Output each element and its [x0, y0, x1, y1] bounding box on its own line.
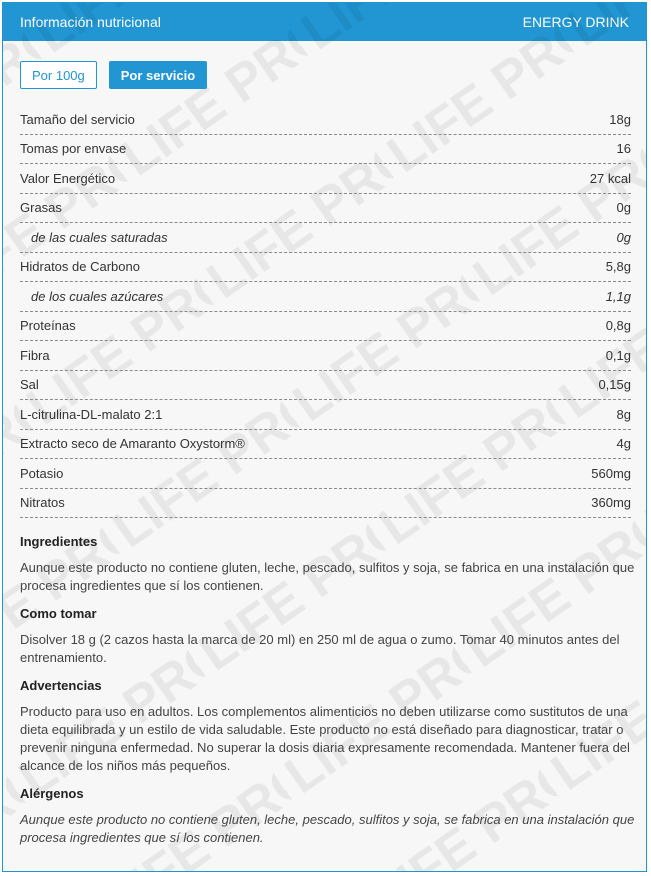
- table-row: [20, 341, 631, 371]
- table-row: [20, 430, 631, 460]
- allergens-heading: Alérgenos: [20, 786, 84, 801]
- row-label: L-citrulina-DL-malato 2:1: [20, 406, 163, 422]
- serving-tabs: [20, 61, 207, 89]
- table-row-sub: [20, 223, 631, 253]
- row-label: Potasio: [20, 465, 64, 481]
- row-label: Hidratos de Carbono: [20, 259, 140, 275]
- row-value: 560mg: [591, 465, 631, 481]
- row-value: 0,15g: [598, 377, 631, 393]
- warnings-text: Producto para uso en adultos. Los complementos alimenticios no deben utilizarse como sustitutos de una dieta equilibrada y un estilo de vida saludable. Este producto no está diseñado para diagnosticar, tratar o prevenir ninguna enfermedad. No superar la dosis diaria expresamente recomendada. Mantener fuera del alcance de los niños más pequeños.: [20, 704, 630, 773]
- howto-text: Disolver 18 g (2 cazos hasta la marca de 20 ml) en 250 ml de agua o zumo. Tomar 40 minutos antes del entrenamiento.: [20, 632, 620, 665]
- row-label: Valor Energético: [20, 170, 116, 186]
- row-value: 0g: [616, 200, 631, 216]
- row-label: Sal: [20, 377, 39, 393]
- table-row: [20, 459, 631, 489]
- row-label: Fibra: [20, 347, 50, 363]
- ingredients-heading: Ingredientes: [20, 534, 98, 549]
- row-label: Extracto seco de Amaranto Oxystorm®: [20, 436, 245, 452]
- table-row: [20, 105, 631, 135]
- table-row: [20, 253, 631, 283]
- row-value: 0,8g: [605, 318, 631, 334]
- allergens-text: Aunque este producto no contiene gluten, leche, pescado, sulfitos y soja, se fabrica en una instalación que procesa ingredientes que sí los contienen.: [20, 812, 635, 845]
- row-value: 0,1g: [605, 347, 631, 363]
- row-value: 1,1g: [605, 288, 631, 304]
- row-value: 27 kcal: [589, 170, 631, 186]
- table-row: [20, 194, 631, 224]
- table-row: [20, 400, 631, 430]
- row-label: Nitratos: [20, 495, 65, 511]
- howto-heading: Como tomar: [20, 606, 97, 621]
- product-name: ENERGY DRINK: [522, 14, 629, 30]
- table-row: [20, 312, 631, 342]
- row-value: 16: [616, 141, 631, 157]
- table-row: [20, 371, 631, 401]
- table-row: [20, 489, 631, 519]
- row-value: 18g: [609, 111, 631, 127]
- row-label: Tomas por envase: [20, 141, 127, 157]
- row-label: de las cuales saturadas: [31, 229, 168, 245]
- product-info-sections: [20, 533, 635, 857]
- table-row: [20, 135, 631, 165]
- tab-per-serving[interactable]: Por servicio: [109, 61, 207, 89]
- row-value: 5,8g: [605, 259, 631, 275]
- row-label: Grasas: [20, 200, 62, 216]
- warnings-heading: Advertencias: [20, 678, 102, 693]
- nutrition-panel: [2, 2, 647, 872]
- row-label: Proteínas: [20, 318, 76, 334]
- panel-header: [3, 3, 646, 41]
- table-row: [20, 164, 631, 194]
- nutrition-table: [20, 105, 631, 518]
- row-value: 4g: [616, 436, 631, 452]
- row-value: 8g: [616, 406, 631, 422]
- row-value: 0g: [616, 229, 631, 245]
- tab-per-100g[interactable]: Por 100g: [20, 61, 97, 89]
- panel-title: Información nutricional: [20, 14, 161, 30]
- row-value: 360mg: [591, 495, 631, 511]
- ingredients-text: Aunque este producto no contiene gluten, leche, pescado, sulfitos y soja, se fabrica en una instalación que procesa ingredientes que sí los contienen.: [20, 560, 635, 593]
- row-label: Tamaño del servicio: [20, 111, 135, 127]
- table-row-sub: [20, 282, 631, 312]
- row-label: de los cuales azúcares: [31, 288, 164, 304]
